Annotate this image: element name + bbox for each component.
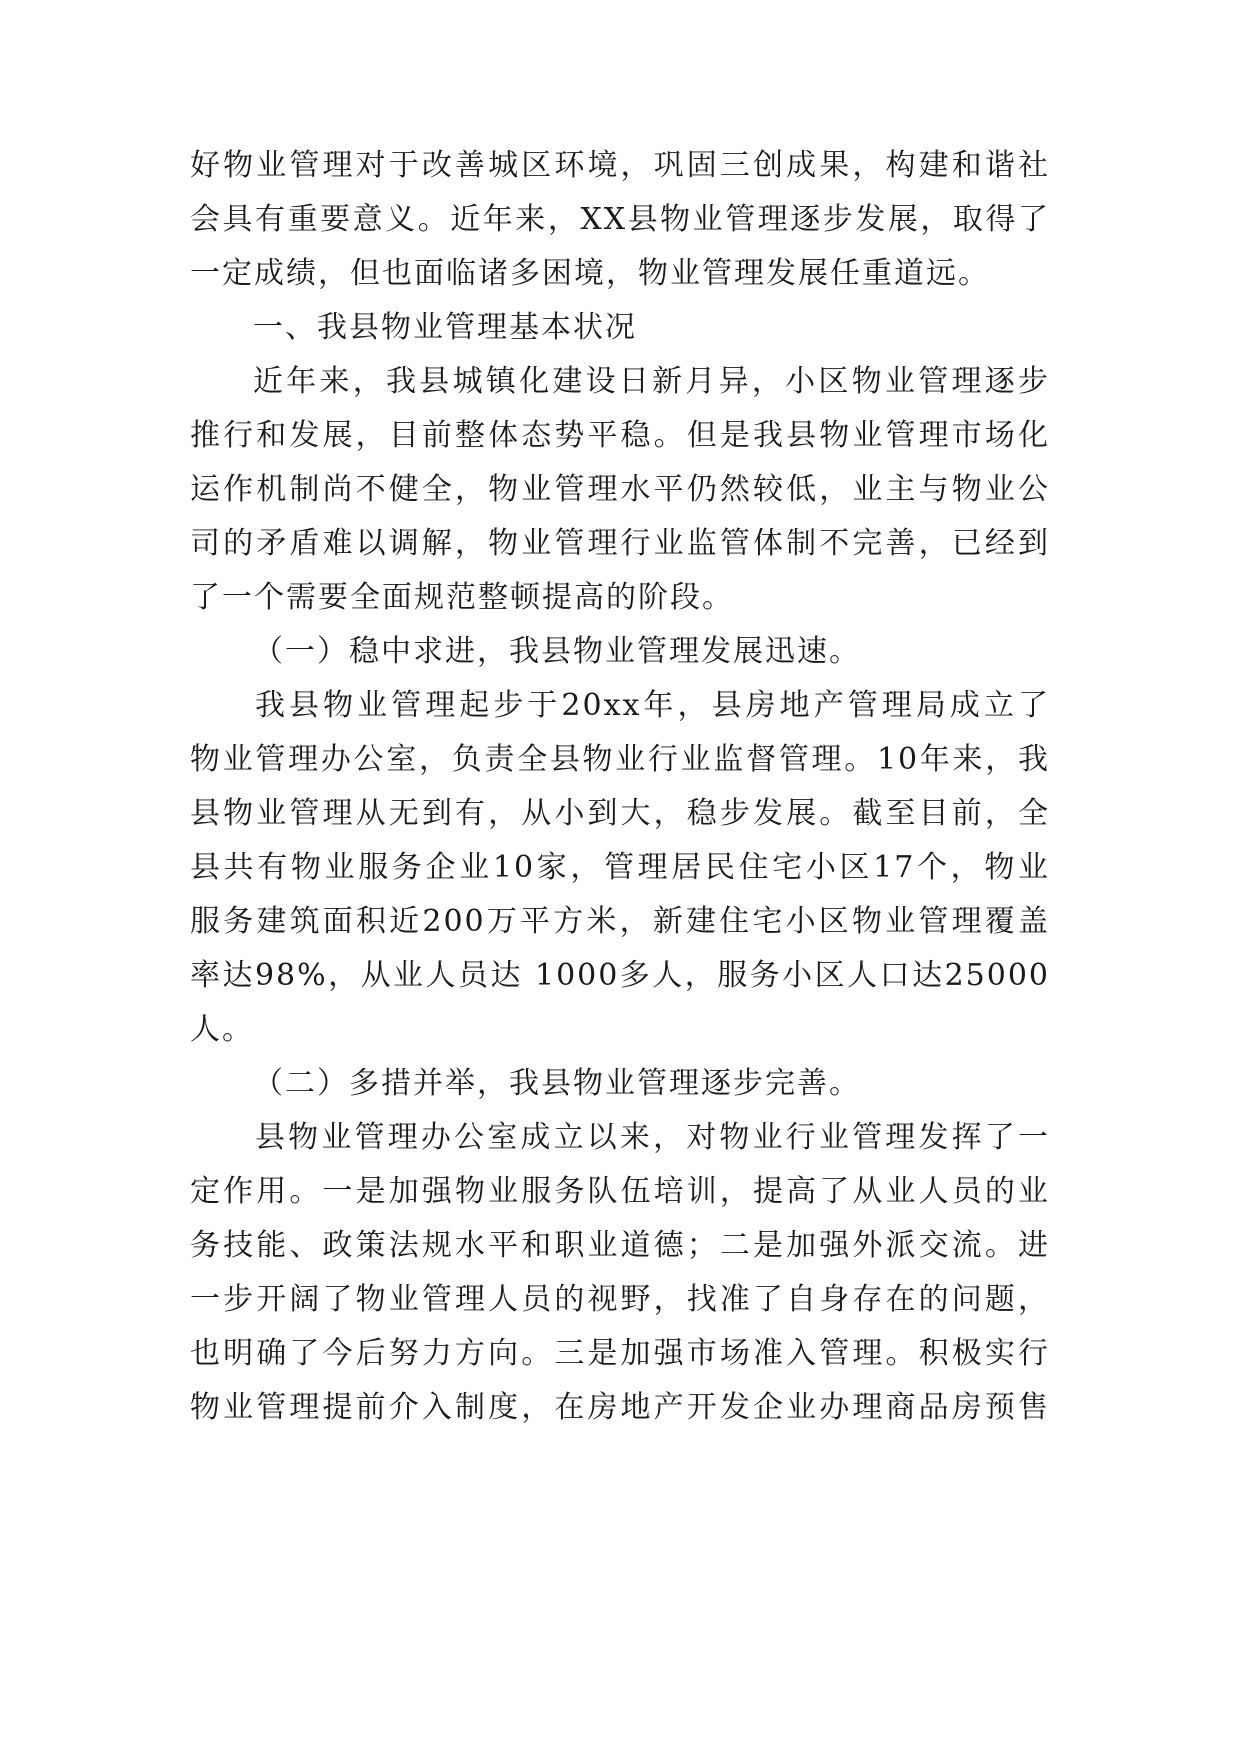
paragraph-line: 县物业管理办公室成立以来，对物业行业管理发挥了一 [255, 1120, 1050, 1155]
paragraph-line: 县共有物业服务企业10家，管理居民住宅小区17个，物业 [190, 850, 1050, 885]
subsection-heading: （一）稳中求进，我县物业管理发展迅速。 [253, 634, 861, 669]
paragraph-line: 近年来，我县城镇化建设日新月异，小区物业管理逐步 [253, 364, 1050, 399]
paragraph-line: 率达98%，从业人员达 1000多人，服务小区人口达25000 [190, 958, 1050, 993]
paragraph-line: 县物业管理从无到有，从小到大，稳步发展。截至目前，全 [190, 796, 1050, 831]
paragraph-line: 人。 [190, 1012, 254, 1047]
paragraph-line: 服务建筑面积近200万平方米，新建住宅小区物业管理覆盖 [190, 904, 1050, 939]
section-heading: 一、我县物业管理基本状况 [253, 310, 637, 345]
paragraph-line: 会具有重要意义。近年来，XX县物业管理逐步发展，取得了 [190, 202, 1050, 237]
paragraph-line: 务技能、政策法规水平和职业道德；二是加强外派交流。进 [190, 1228, 1050, 1263]
paragraph-line: 也明确了今后努力方向。三是加强市场准入管理。积极实行 [190, 1336, 1050, 1371]
subsection-heading: （二）多措并举，我县物业管理逐步完善。 [253, 1066, 861, 1101]
paragraph-line: 运作机制尚不健全，物业管理水平仍然较低，业主与物业公 [190, 472, 1050, 507]
paragraph-line: 物业管理提前介入制度，在房地产开发企业办理商品房预售 [190, 1390, 1050, 1425]
paragraph-line: 我县物业管理起步于20xx年，县房地产管理局成立了 [255, 688, 1050, 723]
paragraph-line: 定作用。一是加强物业服务队伍培训，提高了从业人员的业 [190, 1174, 1050, 1209]
paragraph-line: 了一个需要全面规范整顿提高的阶段。 [190, 580, 734, 615]
paragraph-line: 司的矛盾难以调解，物业管理行业监管体制不完善，已经到 [190, 526, 1050, 561]
paragraph-line: 物业管理办公室，负责全县物业行业监督管理。10年来，我 [190, 742, 1050, 777]
paragraph-line: 好物业管理对于改善城区环境，巩固三创成果，构建和谐社 [190, 148, 1050, 183]
paragraph-line: 一步开阔了物业管理人员的视野，找准了自身存在的问题， [190, 1282, 1050, 1317]
paragraph-line: 一定成绩，但也面临诸多困境，物业管理发展任重道远。 [190, 256, 990, 291]
paragraph-line: 推行和发展，目前整体态势平稳。但是我县物业管理市场化 [190, 418, 1050, 453]
